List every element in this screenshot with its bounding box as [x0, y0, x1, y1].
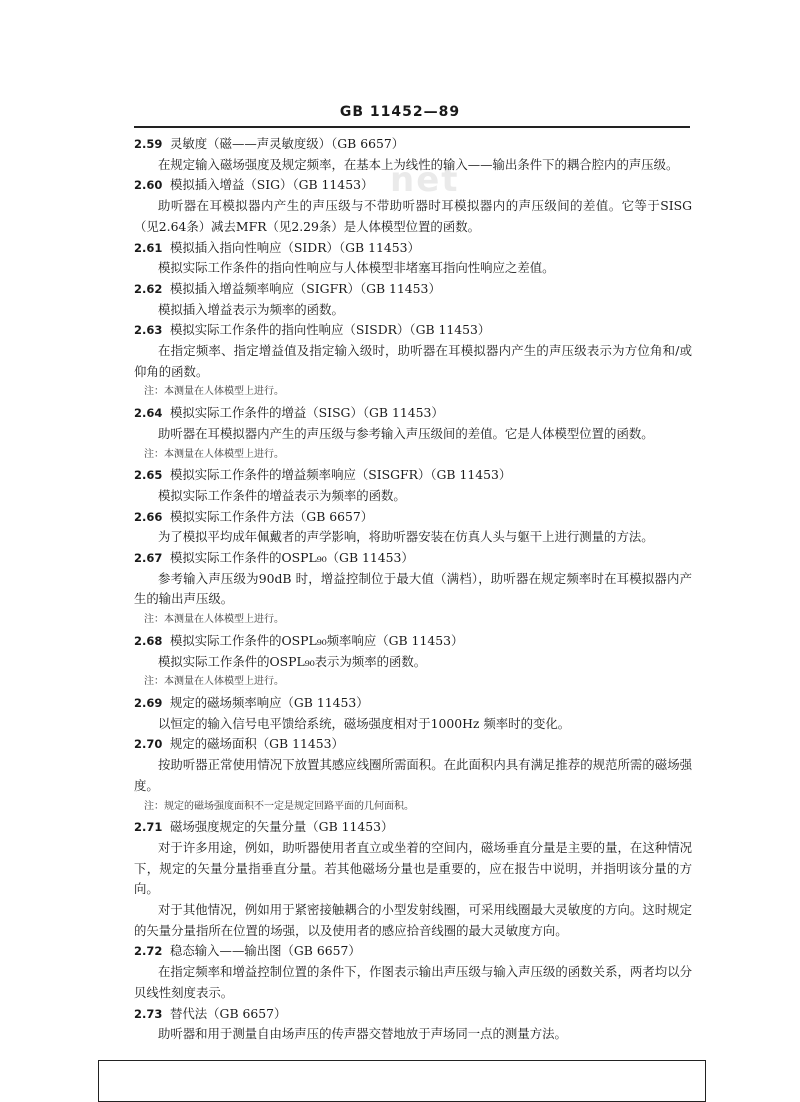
entry-definition: 助听器在耳模拟器内产生的声压级与参考输入声压级间的差值。它是人体模型位置的函数。: [158, 425, 654, 441]
entry-note: 注：本测量在人体模型上进行。: [144, 386, 284, 398]
entry-number: 2.62: [134, 281, 163, 296]
entry-term: 模拟插入指向性响应（SIDR）（GB 11453）: [170, 239, 420, 255]
entry-term: 稳态输入——输出图（GB 6657）: [170, 943, 361, 959]
entry-number: 2.61: [134, 240, 163, 255]
entry-title: [134, 1004, 692, 1025]
entry-term: 模拟实际工作条件的增益频率响应（SISGFR）（GB 11453）: [170, 467, 512, 483]
entry-number: 2.66: [134, 509, 163, 524]
document-body: [134, 134, 692, 1045]
entry-definition: 在规定输入磁场强度及规定频率，在基本上为线性的输入——输出条件下的耦合腔内的声压级。: [158, 156, 679, 172]
entry-definition: 以恒定的输入信号电平馈给系统，磁场强度相对于1000Hz 频率时的变化。: [158, 715, 571, 731]
entry-definition: 对于许多用途，例如，助听器使用者直立或坐着的空间内，磁场垂直分量是主要的量，在这种情况下，规定的矢量分量指垂直分量。若其他磁场分量也是重要的，应在报告中说明，并指明该分量的方向。: [134, 839, 692, 897]
entry-title: [134, 134, 692, 155]
entry-definition: 为了模拟平均成年佩戴者的声学影响，将助听器安装在仿真人头与躯干上进行测量的方法。: [158, 529, 654, 545]
entry-title: [134, 279, 692, 300]
entry-number: 2.64: [134, 406, 163, 421]
entry-title: [134, 403, 692, 424]
entry-definition: 按助听器正常使用情况下放置其感应线圈所需面积。在此面积内具有满足推荐的规范所需的磁场强度。: [134, 757, 692, 793]
entry-number: 2.71: [134, 820, 163, 835]
entry-definition: 在指定频率、指定增益值及指定输入级时，助听器在耳模拟器内产生的声压级表示为方位角和/或仰角的函数。: [134, 343, 692, 379]
entry-number: 2.73: [134, 1006, 163, 1021]
entry-definition: 模拟实际工作条件的增益表示为频率的函数。: [158, 487, 406, 503]
entry-term: 模拟实际工作条件方法（GB 6657）: [170, 508, 374, 524]
entry-number: 2.60: [134, 178, 163, 193]
entry-term: 灵敏度（磁——声灵敏度级）（GB 6657）: [170, 136, 405, 151]
entry-number: 2.70: [134, 737, 163, 752]
entry-note: 注：规定的磁场强度面积不一定是规定回路平面的几何面积。: [144, 800, 414, 812]
entry-term: 规定的磁场频率响应（GB 11453）: [170, 694, 369, 710]
entry-title: [134, 548, 692, 569]
entry-note: 注：本测量在人体模型上进行。: [144, 676, 284, 688]
entry-note: 注：本测量在人体模型上进行。: [144, 448, 284, 460]
entry-term: 模拟实际工作条件的指向性响应（SISDR）（GB 11453）: [170, 322, 491, 338]
entry-title: [134, 238, 692, 259]
entry-number: 2.67: [134, 551, 163, 566]
entry-title: [134, 631, 692, 652]
entry-title: [134, 817, 692, 838]
entry-term: 模拟插入增益频率响应（SIGFR）（GB 11453）: [170, 280, 441, 296]
entry-definition: 模拟插入增益表示为频率的函数。: [158, 301, 344, 317]
entry-title: [134, 941, 692, 962]
entry-number: 2.69: [134, 695, 163, 710]
entry-note: 注：本测量在人体模型上进行。: [144, 614, 284, 626]
entry-number: 2.63: [134, 323, 163, 338]
entry-title: [134, 175, 692, 196]
page-header-title: GB 11452—89: [339, 104, 461, 120]
entry-term: 规定的磁场面积（GB 11453）: [170, 736, 344, 752]
entry-number: 2.68: [134, 633, 163, 648]
entry-term: 模拟实际工作条件的OSPL₉₀（GB 11453）: [170, 550, 414, 566]
entry-title: [134, 465, 692, 486]
entry-term: 模拟实际工作条件的增益（SISG）（GB 11453）: [170, 405, 444, 421]
entry-definition: 助听器和用于测量自由场声压的传声器交替地放于声场同一点的测量方法。: [158, 1026, 567, 1042]
entry-definition: 参考输入声压级为90dB 时，增益控制位于最大值（满档），助听器在规定频率时在耳模拟器内产生的输出声压级。: [134, 570, 692, 607]
entry-number: 2.65: [134, 468, 163, 483]
footer-box: [98, 1060, 706, 1102]
entry-number: 2.59: [134, 137, 163, 151]
entry-definition: 模拟实际工作条件的指向性响应与人体模型非堵塞耳指向性响应之差值。: [158, 260, 555, 276]
entry-term: 模拟实际工作条件的OSPL₉₀频率响应（GB 11453）: [170, 632, 464, 648]
entry-definition: 模拟实际工作条件的OSPL₉₀表示为频率的函数。: [158, 653, 427, 669]
entry-number: 2.72: [134, 944, 163, 959]
entry-title: [134, 507, 692, 528]
watermark: net: [390, 160, 460, 200]
entry-title: [134, 734, 692, 755]
entry-definition: 助听器在耳模拟器内产生的声压级与不带助听器时耳模拟器内的声压级间的差值。它等于SISG（见2.64条）减去MFR（见2.29条）是人体模型位置的函数。: [134, 198, 692, 234]
header-rule: [134, 126, 690, 128]
entry-title: [134, 320, 692, 341]
entry-definition: 对于其他情况，例如用于紧密接触耦合的小型发射线圈，可采用线圈最大灵敏度的方向。这时规定的矢量分量指所在位置的场强，以及使用者的感应拾音线圈的最大灵敏度方向。: [134, 902, 692, 938]
entry-title: [134, 693, 692, 714]
entry-definition: 在指定频率和增益控制位置的条件下，作图表示输出声压级与输入声压级的函数关系，两者均以分贝线性刻度表示。: [134, 964, 692, 1000]
entry-term: 替代法（GB 6657）: [170, 1005, 287, 1021]
entry-term: 模拟插入增益（SIG）（GB 11453）: [170, 177, 374, 193]
entry-term: 磁场强度规定的矢量分量（GB 11453）: [170, 819, 394, 835]
